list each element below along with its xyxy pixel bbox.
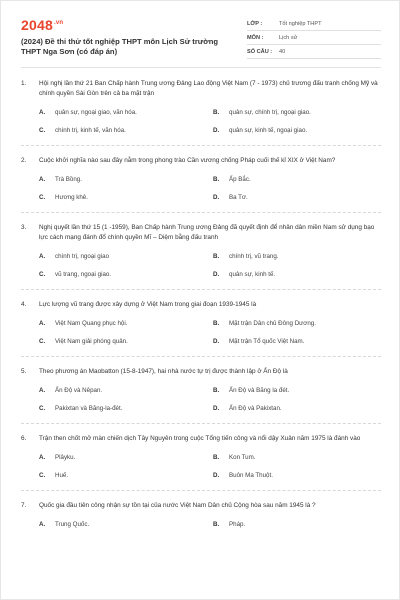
answer-option[interactable] xyxy=(213,252,387,261)
answer-options xyxy=(21,453,381,480)
meta-label: MÔN : xyxy=(247,34,264,41)
question-text: Theo phương án Maobatton (15-8-1947), hai nhà nước tự trị được thành lập ở Ấn Độ là xyxy=(39,368,288,375)
answer-letter: A. xyxy=(39,454,46,461)
answer-option[interactable] xyxy=(213,126,387,135)
answer-letter: D. xyxy=(213,127,220,134)
answer-text: quân sự, kinh tế. xyxy=(229,271,276,278)
answer-option[interactable] xyxy=(39,108,213,117)
question-item xyxy=(21,367,381,424)
meta-label: LỚP : xyxy=(247,20,263,27)
answer-text: Việt Nam giải phóng quân. xyxy=(55,338,128,345)
answer-option[interactable] xyxy=(39,520,213,529)
answer-letter: D. xyxy=(213,405,220,412)
answer-option[interactable] xyxy=(39,252,213,261)
answer-option[interactable] xyxy=(213,337,387,346)
answer-letter: A. xyxy=(39,387,46,394)
answer-text: Trung Quốc. xyxy=(55,521,90,528)
question-item xyxy=(21,223,381,290)
exam-meta-info xyxy=(247,17,381,59)
document-title: (2024) Đề thi thử tốt nghiệp THPT môn Lịch Sử trường THPT Nga Sơn (có đáp án) xyxy=(21,37,218,56)
question-number: 7. xyxy=(21,502,27,509)
answer-letter: D. xyxy=(213,271,220,278)
meta-label: SỐ CÂU : xyxy=(247,48,273,55)
answer-letter: A. xyxy=(39,176,46,183)
answer-letter: D. xyxy=(213,338,220,345)
answer-letter: B. xyxy=(213,454,220,461)
answer-options xyxy=(21,108,381,135)
question-divider xyxy=(21,356,381,357)
answer-text: Ấn Độ và Pakixtan. xyxy=(229,405,282,412)
answer-option[interactable] xyxy=(213,453,387,462)
answer-option[interactable] xyxy=(39,453,213,462)
question-text: Cuộc khởi nghĩa nào sau đây nằm trong phong trào Cần vương chống Pháp cuối thế kỉ XIX ở Việt Nam? xyxy=(39,157,336,164)
question-stem xyxy=(21,367,381,377)
answer-text: Việt Nam Quang phục hội. xyxy=(55,320,128,327)
question-stem xyxy=(21,79,381,99)
answer-text: Pháp. xyxy=(229,521,246,528)
answer-letter: B. xyxy=(213,320,220,327)
answer-options xyxy=(21,386,381,413)
question-divider xyxy=(21,423,381,424)
answer-option[interactable] xyxy=(39,386,213,395)
answer-options xyxy=(21,175,381,202)
answer-text: chính trị, kinh tế, văn hóa. xyxy=(55,127,126,134)
question-item xyxy=(21,501,381,529)
meta-value: 40 xyxy=(279,48,286,55)
answer-option[interactable] xyxy=(213,270,387,279)
answer-text: chính trị, vũ trang. xyxy=(229,253,279,260)
logo-suffix-text: .vn xyxy=(53,20,64,27)
answer-text: Buôn Ma Thuột. xyxy=(229,472,273,479)
answer-text: quân sự, kinh tế, ngoại giao. xyxy=(229,127,308,134)
question-number: 3. xyxy=(21,224,27,231)
answer-letter: C. xyxy=(39,338,46,345)
answer-letter: A. xyxy=(39,109,46,116)
answer-option[interactable] xyxy=(39,337,213,346)
question-divider xyxy=(21,289,381,290)
site-logo[interactable] xyxy=(21,17,63,33)
answer-letter: C. xyxy=(39,127,46,134)
answer-text: vũ trang, ngoại giao. xyxy=(55,271,112,278)
answer-option[interactable] xyxy=(39,175,213,184)
answer-text: Trà Bồng. xyxy=(55,176,82,183)
answer-letter: B. xyxy=(213,521,220,528)
question-number: 1. xyxy=(21,80,27,87)
question-number: 4. xyxy=(21,301,27,308)
question-divider xyxy=(21,145,381,146)
answer-options xyxy=(21,520,381,529)
question-divider xyxy=(21,490,381,491)
document-header xyxy=(21,17,381,61)
answer-letter: C. xyxy=(39,271,46,278)
answer-letter: A. xyxy=(39,320,46,327)
answer-option[interactable] xyxy=(213,193,387,202)
answer-text: Mặt trận Dân chủ Đông Dương. xyxy=(229,320,316,327)
answer-text: Ấp Bắc. xyxy=(229,176,251,183)
answer-letter: B. xyxy=(213,253,220,260)
answer-text: Mặt trận Tổ quốc Việt Nam. xyxy=(229,338,305,345)
answer-letter: B. xyxy=(213,176,220,183)
meta-value: Tốt nghiệp THPT xyxy=(279,20,322,27)
question-item xyxy=(21,156,381,213)
answer-option[interactable] xyxy=(39,319,213,328)
question-number: 5. xyxy=(21,368,27,375)
answer-letter: C. xyxy=(39,194,46,201)
question-stem xyxy=(21,501,381,511)
answer-text: Ấn Độ và Nêpan. xyxy=(55,387,103,394)
answer-option[interactable] xyxy=(213,471,387,480)
meta-row-class xyxy=(247,17,381,31)
answer-option[interactable] xyxy=(213,386,387,395)
question-number: 6. xyxy=(21,435,27,442)
answer-option[interactable] xyxy=(39,126,213,135)
answer-letter: B. xyxy=(213,109,220,116)
question-text: Nghị quyết lần thứ 15 (1 -1959), Ban Chấp hành Trung ương Đảng đã quyết định để nhân dân miền Nam sử dụng bạo lực cách mạng đánh đổ chính quyền Mĩ – Diệm bằng đấu tranh xyxy=(39,224,375,241)
question-text: Hội nghị lần thứ 21 Ban Chấp hành Trung ương Đảng Lao động Việt Nam (7 - 1973) chủ trương đấu tranh chống Mỹ và chính quyền Sài Gòn trên cả ba mặt trận xyxy=(39,80,378,97)
question-stem xyxy=(21,223,381,243)
answer-options xyxy=(21,319,381,346)
answer-text: chính trị, ngoại giao xyxy=(55,253,110,260)
question-stem xyxy=(21,156,381,166)
answer-letter: D. xyxy=(213,194,220,201)
answer-letter: C. xyxy=(39,405,46,412)
answer-option[interactable] xyxy=(39,404,213,413)
answer-option[interactable] xyxy=(213,404,387,413)
answer-letter: D. xyxy=(213,472,220,479)
answer-option[interactable] xyxy=(39,193,213,202)
answer-option[interactable] xyxy=(213,319,387,328)
meta-value: Lịch sử xyxy=(279,34,298,41)
question-divider xyxy=(21,212,381,213)
answer-option[interactable] xyxy=(213,108,387,117)
meta-row-question-count xyxy=(247,45,381,59)
question-item xyxy=(21,79,381,146)
answer-letter: B. xyxy=(213,387,220,394)
answer-text: Ba Tơ. xyxy=(229,194,248,201)
answer-option[interactable] xyxy=(213,175,387,184)
answer-text: quân sự, chính trị, ngoại giao. xyxy=(229,109,311,116)
answer-text: quân sự, ngoại giao, văn hóa. xyxy=(55,109,137,116)
question-list xyxy=(21,79,381,539)
answer-text: Huế. xyxy=(55,472,69,479)
logo-main-text: 2048 xyxy=(21,17,53,33)
answer-letter: A. xyxy=(39,253,46,260)
answer-option[interactable] xyxy=(39,270,213,279)
question-text: Lực lượng vũ trang được xây dựng ở Việt Nam trong giai đoạn 1939-1945 là xyxy=(39,301,257,308)
answer-letter: C. xyxy=(39,472,46,479)
question-stem xyxy=(21,300,381,310)
question-item xyxy=(21,300,381,357)
answer-text: Plâyku. xyxy=(55,454,76,461)
question-text: Quốc gia đầu tiên công nhận sự tồn tại của nước Việt Nam Dân chủ Cộng hòa sau năm 1945 là ? xyxy=(39,502,316,509)
answer-text: Hương khê. xyxy=(55,194,88,201)
question-text: Trận then chốt mở màn chiến dịch Tây Nguyên trong cuộc Tổng tiến công và nổi dậy Xuân năm 1975 là đánh vào xyxy=(39,435,361,442)
answer-text: Kon Tum. xyxy=(229,454,256,461)
answer-text: Ấn Độ và Băng la đét. xyxy=(229,387,290,394)
question-number: 2. xyxy=(21,157,27,164)
question-stem xyxy=(21,434,381,444)
meta-row-subject xyxy=(247,31,381,45)
answer-option[interactable] xyxy=(39,471,213,480)
answer-option[interactable] xyxy=(213,520,387,529)
answer-text: Pakixtan và Băng-la-đét. xyxy=(55,405,123,412)
answer-letter: A. xyxy=(39,521,46,528)
answer-options xyxy=(21,252,381,279)
question-item xyxy=(21,434,381,491)
header-divider xyxy=(21,67,381,68)
